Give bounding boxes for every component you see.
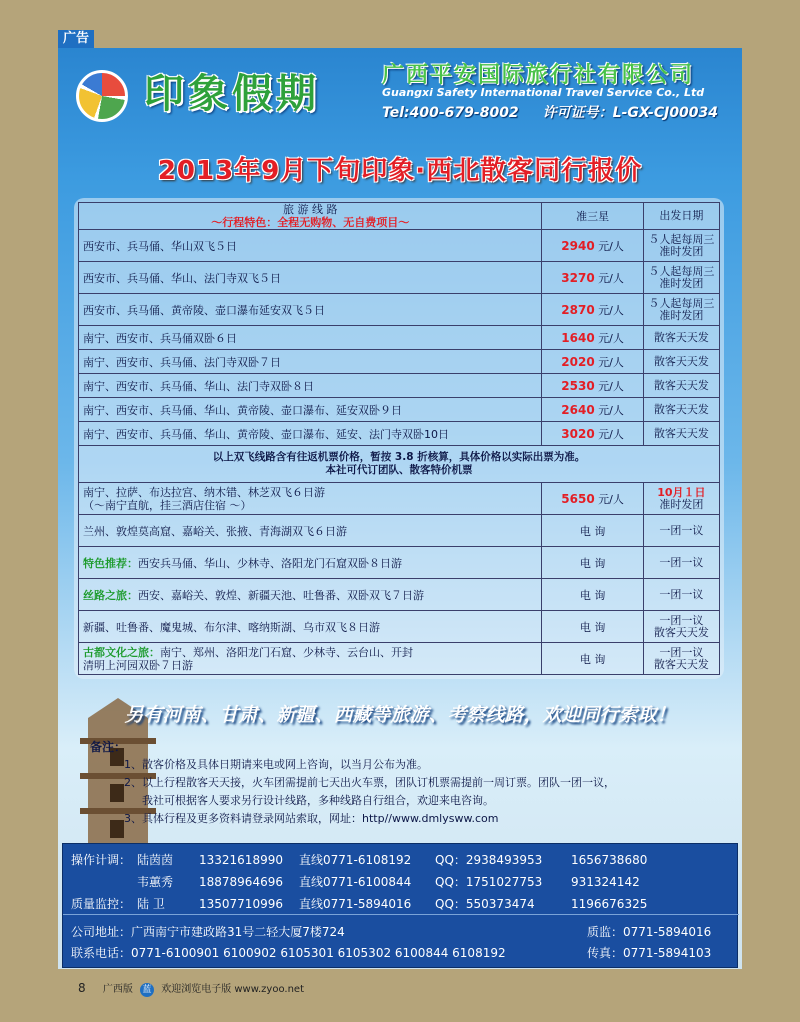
route-cell: 西安市、兵马俑、黄帝陵、壶口瀑布延安双飞５日: [79, 294, 542, 326]
route-cell: 南宁、西安市、兵马俑、华山、黄帝陵、壶口瀑布、延安、法门寺双卧10日: [79, 422, 542, 446]
price-cell: 2530 元/人: [542, 374, 643, 398]
company-address: 公司地址：广西南宁市建政路31号二轻大厦7楼724: [71, 925, 345, 939]
price-cell: 3020 元/人: [542, 422, 643, 446]
date-line-1: 一团一议: [659, 613, 704, 627]
remark-item-1: 1、散客价格及具体日期请来电或网上咨询，以当月公布为准。: [124, 758, 428, 771]
price-cell: 电 询: [542, 611, 643, 643]
route-text: 西安、嘉峪关、敦煌、新疆天池、吐鲁番、双卧双飞７日游: [138, 588, 424, 602]
contact-name: 陆 卫: [137, 897, 165, 911]
table-note-row: [79, 446, 720, 483]
route-cell: 兰州、敦煌莫高窟、嘉峪关、张掖、青海湖双飞６日游: [79, 515, 542, 547]
price-cell: 电 询: [542, 547, 643, 579]
route-cell: 西安市、兵马俑、华山双飞５日: [79, 230, 542, 262]
ad-tag: 广告: [58, 30, 94, 48]
date-cell: ５人起每周三准时发团: [643, 262, 719, 294]
table-row: [79, 262, 720, 294]
header-route: [79, 203, 542, 230]
price-cell: 电 询: [542, 579, 643, 611]
table-row: [79, 230, 720, 262]
price-table: [78, 202, 720, 675]
date-line-2: 散客天天发: [653, 625, 709, 639]
date-cell: [643, 483, 719, 515]
date-cell: [643, 643, 719, 675]
route-cell: 南宁、西安市、兵马俑、华山、黄帝陵、壶口瀑布、延安双卧９日: [79, 398, 542, 422]
table-row: [79, 483, 720, 515]
contact-divider: [63, 914, 739, 915]
price-cell: 2640 元/人: [542, 398, 643, 422]
route-cell: 南宁、西安市、兵马俑双卧６日: [79, 326, 542, 350]
contact-mobile: 13321618990: [199, 853, 283, 867]
table-row: [79, 398, 720, 422]
route-prefix: 古都文化之旅：: [83, 645, 160, 659]
page-number: 8: [78, 981, 86, 995]
telephone: Tel:400-679-8002: [382, 105, 519, 121]
price-cell: 2020 元/人: [542, 350, 643, 374]
company-name-cn: 广西平安国际旅行社有限公司: [382, 63, 695, 88]
route-line-1: 南宁、拉萨、布达拉宫、纳木错、林芝双飞６日游: [83, 485, 325, 499]
date-cell: 散客天天发: [643, 350, 719, 374]
contact-direct: 直线0771-5894016: [299, 897, 412, 911]
date-cell: 一团一议: [643, 547, 719, 579]
remark-item-3: 3、具体行程及更多资料请登录网站索取，网址：http//www.dmlysww.com: [124, 812, 499, 825]
table-row: [79, 374, 720, 398]
date-cell: 散客天天发: [643, 422, 719, 446]
lan-badge-icon: 蓝: [140, 983, 154, 997]
price-table-wrap: [74, 198, 724, 679]
date-line-2: 散客天天发: [653, 657, 709, 671]
table-row: [79, 422, 720, 446]
qc-phone: 质监：0771-5894016: [587, 925, 712, 939]
note-line-1: 以上双飞线路含有往返机票价格，暂按 3.8 折核算，具体价格以实际出票为准。: [212, 451, 586, 463]
ad-panel: [58, 48, 742, 969]
contact-name: 陆茵茵: [137, 853, 174, 867]
remark-item-2-cont: 我社可根据客人要求另行设计线路，多种线路自行组合，欢迎来电咨询。: [142, 794, 494, 807]
date-line-1: 一团一议: [659, 645, 704, 659]
contact-qq: QQ：550373474: [435, 897, 535, 911]
logo-icon: [76, 70, 128, 122]
table-row: [79, 547, 720, 579]
header-price: 准三星: [542, 203, 643, 230]
page-title: 2013年9月下旬印象·西北散客同行报价: [157, 156, 643, 186]
brand-title: 印象假期: [144, 70, 320, 117]
route-prefix: 特色推荐：: [83, 556, 138, 570]
route-text: 南宁、郑州、洛阳龙门石窟、少林寺、云台山、开封: [160, 645, 413, 659]
table-row: [79, 611, 720, 643]
route-prefix: 丝路之旅：: [83, 588, 138, 602]
footer-website: 欢迎浏览电子版 www.zyoo.net: [161, 984, 304, 995]
fax: 传真：0771-5894103: [587, 946, 712, 960]
contact-label: 操作计调：: [71, 853, 132, 867]
route-cell: 南宁、西安市、兵马俑、法门寺双卧７日: [79, 350, 542, 374]
contact-phones: 联系电话：0771-6100901 6100902 6105301 6105302 6100844 6108192: [71, 946, 506, 960]
contact-qq: QQ：1751027753: [435, 875, 543, 889]
note-line-2: 本社可代订团队、散客特价机票: [325, 464, 473, 476]
table-row: [79, 643, 720, 675]
date-line-2: 准时发团: [659, 497, 704, 511]
contact-direct: 直线0771-6108192: [299, 853, 412, 867]
slogan: 另有河南、甘肃、新疆、西藏等旅游、考察线路，欢迎同行索取！: [124, 704, 676, 726]
contact-qq2: 931324142: [571, 875, 640, 889]
price-cell: 1640 元/人: [542, 326, 643, 350]
remarks-title: 备注：: [90, 740, 127, 754]
table-header: [79, 203, 720, 230]
header-route-sub: ～行程特色：全程无购物、无自费项目～: [211, 216, 410, 229]
table-row: [79, 350, 720, 374]
table-row: [79, 579, 720, 611]
contact-mobile: 13507710996: [199, 897, 283, 911]
tel-license-line: [382, 102, 742, 122]
route-line-2: 清明上河园双卧７日游: [83, 658, 193, 672]
route-line-2: （～南宁直航，挂三酒店住宿 ～）: [83, 498, 252, 512]
route-cell: [79, 579, 542, 611]
price-cell: 2870 元/人: [542, 294, 643, 326]
price-cell: 电 询: [542, 515, 643, 547]
date-line-1: 10月１日: [657, 485, 706, 499]
contact-name: 韦蕙秀: [137, 875, 174, 889]
date-cell: 一团一议: [643, 515, 719, 547]
contact-qq: QQ：2938493953: [435, 853, 543, 867]
route-cell: [79, 483, 542, 515]
route-cell: 新疆、吐鲁番、魔鬼城、布尔津、喀纳斯湖、乌市双飞８日游: [79, 611, 542, 643]
route-text: 西安兵马俑、华山、少林寺、洛阳龙门石窟双卧８日游: [138, 556, 402, 570]
table-row: [79, 515, 720, 547]
contact-direct: 直线0771-6100844: [299, 875, 412, 889]
price-cell: 5650 元/人: [542, 483, 643, 515]
date-cell: [643, 611, 719, 643]
company-name-en: Guangxi Safety International Travel Service Co., Ltd: [382, 86, 705, 99]
date-cell: 散客天天发: [643, 374, 719, 398]
route-cell: [79, 643, 542, 675]
route-cell: 南宁、西安市、兵马俑、华山、法门寺双卧８日: [79, 374, 542, 398]
date-cell: 一团一议: [643, 579, 719, 611]
contact-box: [62, 843, 738, 968]
price-cell: 2940 元/人: [542, 230, 643, 262]
price-cell: 电 询: [542, 643, 643, 675]
header-date: 出发日期: [643, 203, 719, 230]
date-cell: ５人起每周三准时发团: [643, 230, 719, 262]
route-cell: [79, 547, 542, 579]
table-row: [79, 294, 720, 326]
date-cell: 散客天天发: [643, 326, 719, 350]
route-cell: 西安市、兵马俑、华山、法门寺双飞５日: [79, 262, 542, 294]
contact-qq2: 1196676325: [571, 897, 648, 911]
remarks: [90, 738, 730, 828]
magazine-edition: 广西版: [102, 984, 133, 995]
contact-qq2: 1656738680: [571, 853, 648, 867]
contact-label: 质量监控：: [71, 897, 132, 911]
table-note: [79, 446, 720, 483]
remark-item-2: 2、以上行程散客天天接，火车团需提前七天出火车票，团队订机票需提前一周订票。团队一团一议，: [124, 776, 615, 789]
license-number: 许可证号：L-GX-CJ00034: [542, 105, 719, 121]
contact-mobile: 18878964696: [199, 875, 283, 889]
price-cell: 3270 元/人: [542, 262, 643, 294]
date-cell: 散客天天发: [643, 398, 719, 422]
table-row: [79, 326, 720, 350]
date-cell: ５人起每周三准时发团: [643, 294, 719, 326]
header-route-label: 旅 游 线 路: [282, 203, 338, 216]
page-footer: [78, 980, 304, 997]
